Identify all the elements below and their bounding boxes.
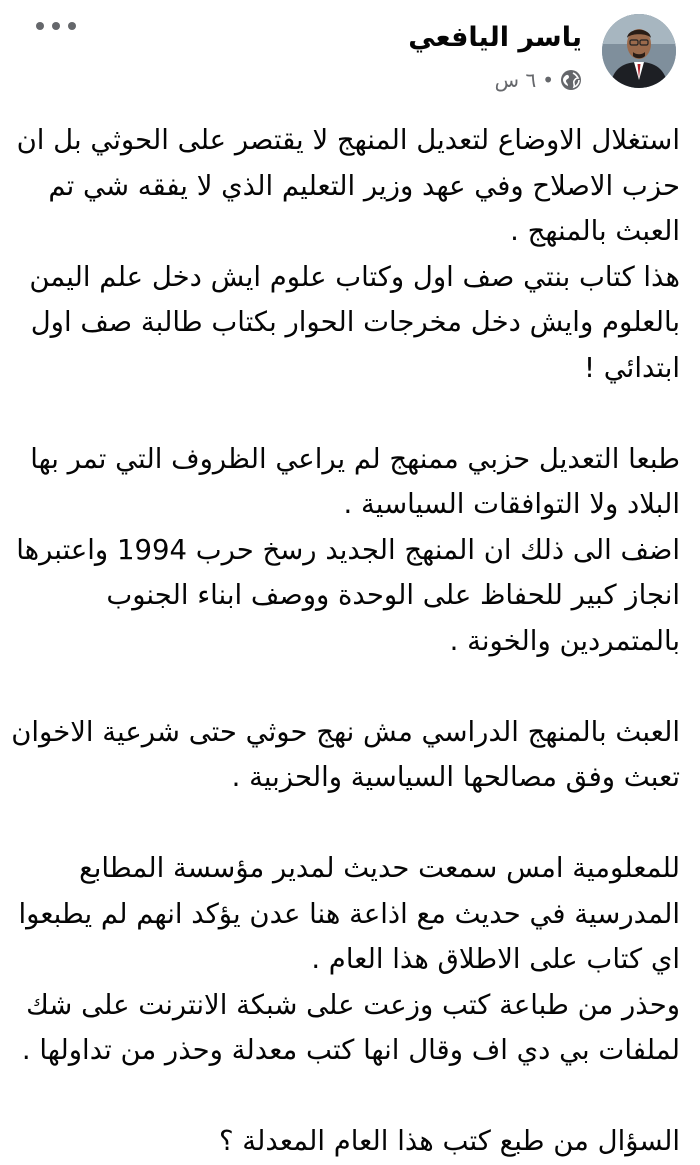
post-text-line: استغلال الاوضاع لتعديل المنهج لا يقتصر على الحوثي بل ان — [16, 124, 680, 156]
post-text-line: المدرسية في حديث مع اذاعة هنا عدن يؤكد انهم لم يطبعوا — [18, 897, 680, 930]
post-text-line: بالمتمردين والخونة . — [449, 624, 680, 657]
dot — [68, 22, 76, 30]
post-text-line: هذا كتاب بنتي صف اول وكتاب علوم ايش دخل علم اليمن — [29, 260, 680, 293]
post-text-line: العبث بالمنهج . — [510, 215, 680, 247]
dot — [52, 22, 60, 30]
post-text-line: للمعلومية امس سمعت حديث لمدير مؤسسة المطابع — [79, 852, 680, 884]
post-meta — [495, 66, 582, 94]
dot — [36, 22, 44, 30]
post-text-line: السؤال من طبع كتب هذا العام المعدلة ؟ — [218, 1125, 680, 1157]
post-text-line: بالعلوم وايش دخل مخرجات الحوار بكتاب طالبة صف اول — [30, 306, 680, 338]
paragraph-gap — [16, 664, 680, 710]
post-text-line: حزب الاصلاح وفي عهد وزير التعليم الذي لا يفقه شي تم — [48, 169, 680, 202]
paragraph-gap — [16, 801, 680, 847]
post-text-line: انجاز كبير للحفاظ على الوحدة ووصف ابناء الجنوب — [106, 579, 680, 611]
post-text-line: البلاد ولا التوافقات السياسية . — [343, 488, 680, 520]
post-text-line: العبث بالمنهج الدراسي مش نهج حوثي حتى شرعية الاخوان — [11, 715, 680, 748]
post-time[interactable]: ٦ س — [494, 68, 537, 92]
post-text-line: اي كتاب على الاطلاق هذا العام . — [311, 943, 680, 975]
author-name[interactable]: ياسر اليافعي — [408, 22, 582, 53]
profile-photo — [602, 14, 676, 88]
post-header — [0, 0, 700, 100]
post-text-line: تعبث وفق مصالحها السياسية والحزبية . — [231, 761, 680, 793]
post-text — [11, 118, 680, 1165]
post-text-line: وحذر من طباعة كتب وزعت على شبكة الانترنت على شك — [26, 988, 680, 1021]
post-text-line: ابتدائي ! — [583, 351, 680, 384]
paragraph-gap — [16, 391, 680, 437]
avatar[interactable] — [602, 14, 676, 88]
more-options-icon[interactable] — [36, 14, 76, 38]
post-text-line: لملفات بي دي اف وقال انها كتب معدلة وحذر من تداولها . — [21, 1034, 680, 1066]
globe-icon[interactable] — [560, 69, 582, 91]
post-text-line: اضف الى ذلك ان المنهج الجديد رسخ حرب 1994 واعتبرها — [16, 533, 680, 566]
post-text-line: طبعا التعديل حزبي ممنهج لم يراعي الظروف التي تمر بها — [30, 442, 680, 475]
meta-separator: • — [542, 68, 554, 92]
paragraph-gap — [16, 1074, 680, 1120]
